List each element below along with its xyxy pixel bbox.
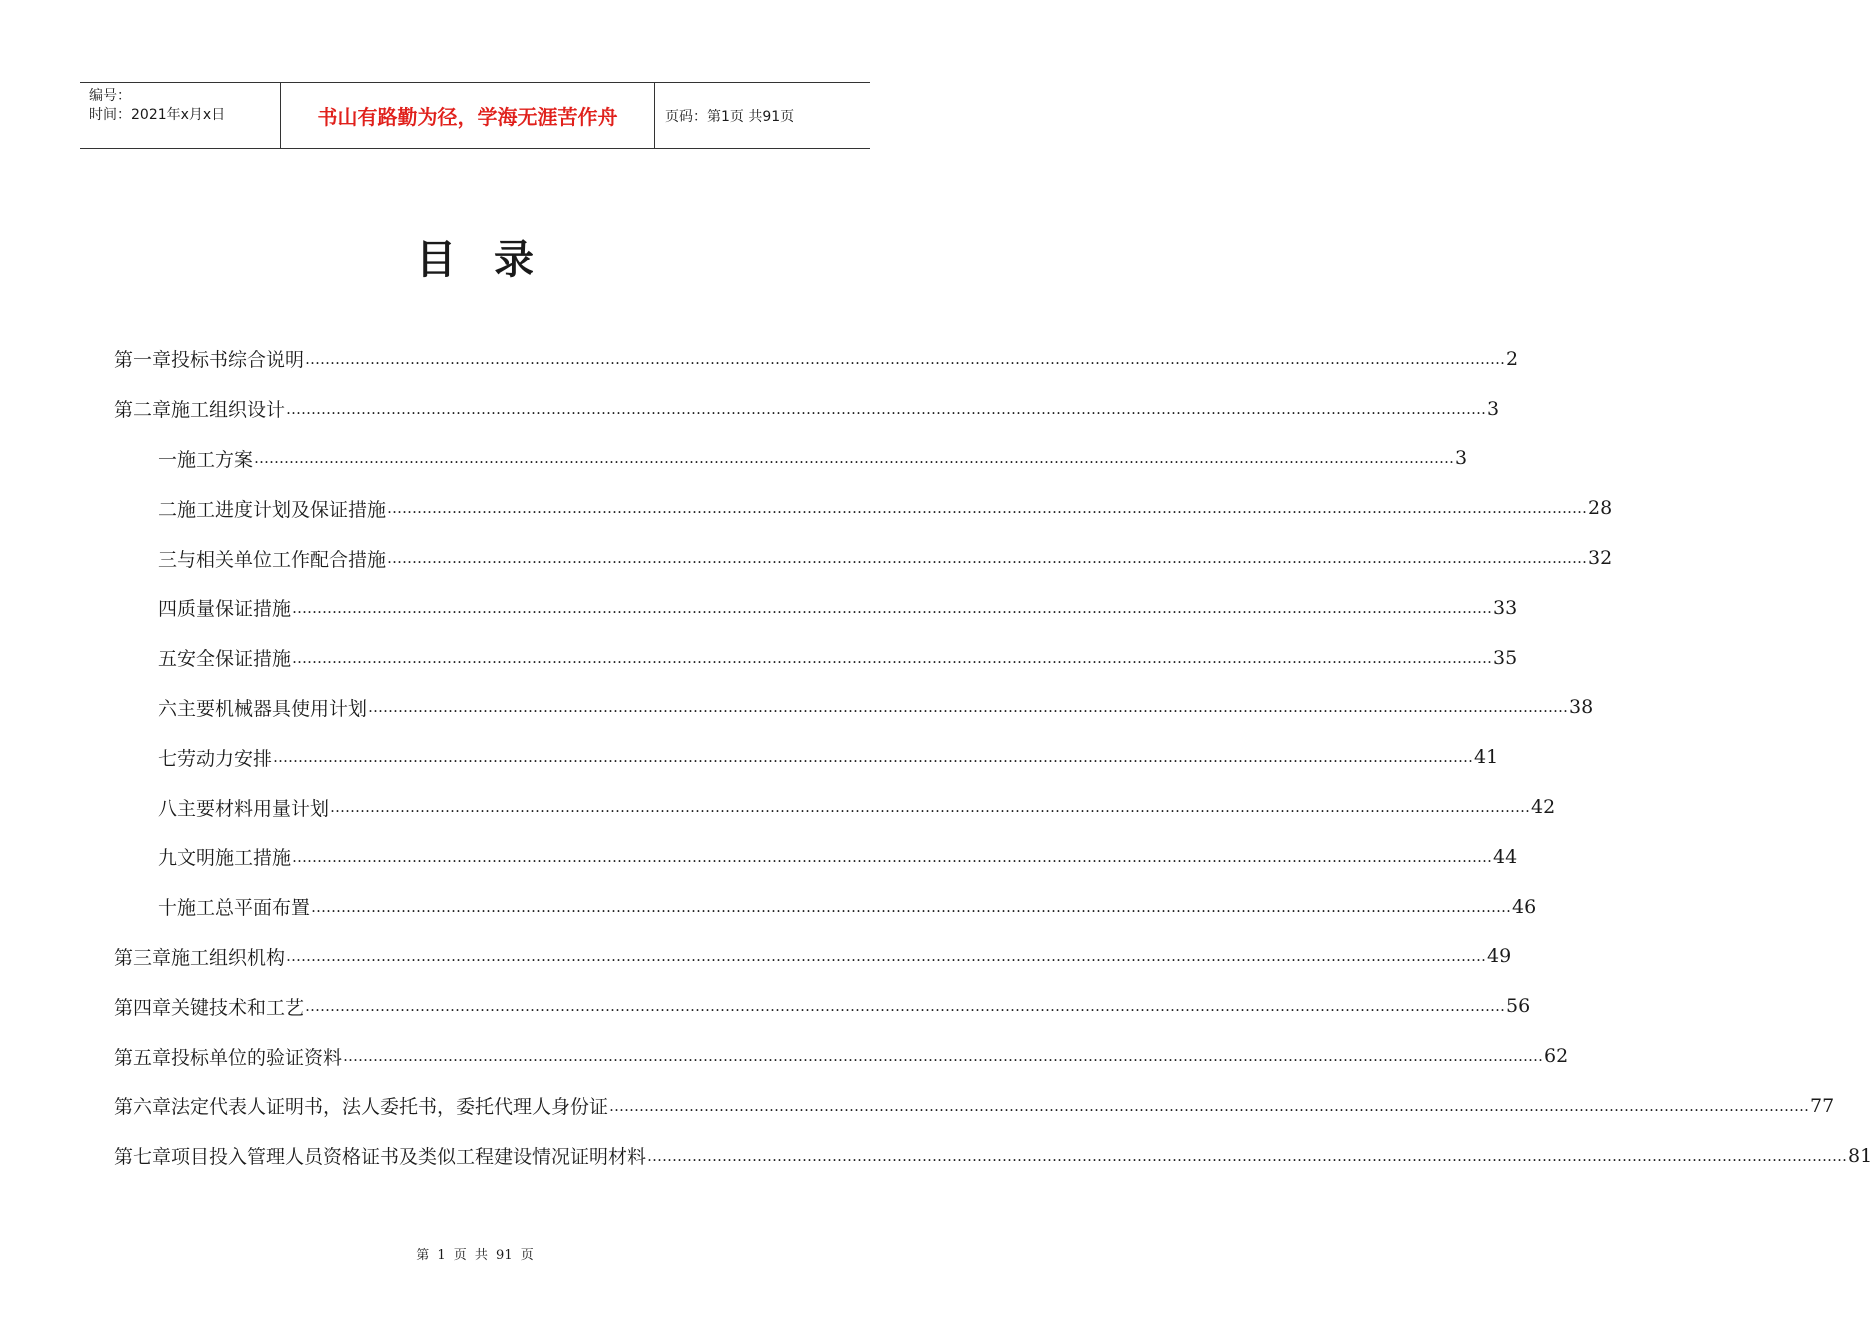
toc-entry[interactable] bbox=[114, 981, 1531, 1031]
toc-section-number: 三 bbox=[158, 548, 178, 571]
header-page-info: 页码：第1页 共91页 bbox=[665, 108, 795, 125]
toc-page-number: 33 bbox=[1493, 596, 1518, 619]
toc-entry-title: 劳动力安排 bbox=[177, 747, 273, 770]
toc-dot-leader: …………………………………………………………………………………………………………………………………………………………………………………………………………………… bbox=[254, 449, 1455, 468]
toc-page-number: 28 bbox=[1588, 497, 1613, 520]
header-motto: 书山有路勤为径，学海无涯苦作舟 bbox=[281, 83, 655, 148]
toc-page-number: 56 bbox=[1506, 995, 1531, 1018]
toc-entry[interactable] bbox=[114, 732, 1499, 782]
toc-entry-title: 主要机械器具使用计划 bbox=[177, 697, 368, 720]
toc-chapter-number: 第二章 bbox=[114, 399, 172, 422]
toc-chapter-number: 第七章 bbox=[114, 1146, 172, 1169]
toc-entry[interactable] bbox=[114, 1131, 1872, 1181]
toc-dot-leader: …………………………………………………………………………………………………………………………………………………………………………………………………………………… bbox=[311, 897, 1512, 916]
page-footer: 第 1 页 共 91 页 bbox=[416, 1248, 534, 1263]
toc-dot-leader: …………………………………………………………………………………………………………………………………………………………………………………………………………………… bbox=[305, 997, 1506, 1016]
toc-entry[interactable] bbox=[114, 1031, 1569, 1081]
toc-dot-leader: …………………………………………………………………………………………………………………………………………………………………………………………………………………… bbox=[305, 349, 1506, 368]
toc-section-number: 二 bbox=[158, 498, 178, 521]
toc-entry[interactable] bbox=[114, 384, 1500, 434]
toc-entry[interactable] bbox=[114, 334, 1519, 384]
toc-section-number: 一 bbox=[158, 448, 178, 471]
toc-entry-title: 主要材料用量计划 bbox=[177, 797, 330, 820]
toc-page-number: 35 bbox=[1493, 646, 1518, 669]
toc-entry-title: 施工进度计划及保证措施 bbox=[177, 498, 387, 521]
toc-entry[interactable] bbox=[114, 533, 1613, 583]
toc-entry[interactable] bbox=[114, 434, 1468, 484]
toc-chapter-number: 第三章 bbox=[114, 946, 172, 969]
toc-entry[interactable] bbox=[114, 683, 1594, 733]
toc-page-number: 41 bbox=[1474, 746, 1499, 769]
toc-page-number: 49 bbox=[1487, 945, 1512, 968]
toc-page-number: 42 bbox=[1531, 796, 1556, 819]
toc-chapter-number: 第五章 bbox=[114, 1046, 172, 1069]
toc-entry-title: 文明施工措施 bbox=[177, 847, 292, 870]
toc-page-number: 3 bbox=[1455, 447, 1468, 470]
toc-dot-leader: …………………………………………………………………………………………………………………………………………………………………………………………………………………… bbox=[330, 798, 1531, 817]
page-title: 目录 bbox=[416, 237, 572, 283]
toc-entry-title: 关键技术和工艺 bbox=[171, 996, 305, 1019]
toc-dot-leader: …………………………………………………………………………………………………………………………………………………………………………………………………………………… bbox=[292, 847, 1493, 866]
toc-dot-leader: …………………………………………………………………………………………………………………………………………………………………………………………………………………… bbox=[368, 698, 1569, 717]
toc-page-number: 32 bbox=[1588, 547, 1613, 570]
table-of-contents bbox=[114, 334, 1872, 1181]
document-number-label: 编号： bbox=[89, 88, 131, 104]
toc-entry[interactable] bbox=[114, 583, 1518, 633]
toc-entry-title: 投标单位的验证资料 bbox=[171, 1046, 343, 1069]
toc-entry[interactable] bbox=[114, 483, 1613, 533]
document-time-label: 时间：2021年x月x日 bbox=[89, 107, 226, 123]
toc-dot-leader: …………………………………………………………………………………………………………………………………………………………………………………………………………………… bbox=[647, 1146, 1848, 1165]
toc-chapter-number: 第一章 bbox=[114, 349, 172, 372]
toc-entry[interactable] bbox=[114, 782, 1556, 832]
toc-section-number: 九 bbox=[158, 847, 178, 870]
toc-dot-leader: …………………………………………………………………………………………………………………………………………………………………………………………………………………… bbox=[292, 648, 1493, 667]
toc-page-number: 3 bbox=[1487, 397, 1500, 420]
toc-entry-title: 法定代表人证明书，法人委托书，委托代理人身份证 bbox=[171, 1096, 609, 1119]
toc-entry-title: 施工组织设计 bbox=[171, 399, 286, 422]
toc-section-number: 五 bbox=[158, 648, 178, 671]
toc-page-number: 77 bbox=[1810, 1094, 1835, 1117]
toc-chapter-number: 第六章 bbox=[114, 1096, 172, 1119]
toc-section-number: 四 bbox=[158, 598, 178, 621]
toc-entry-title: 质量保证措施 bbox=[177, 598, 292, 621]
toc-page-number: 44 bbox=[1493, 845, 1518, 868]
toc-dot-leader: …………………………………………………………………………………………………………………………………………………………………………………………………………………… bbox=[286, 399, 1487, 418]
toc-page-number: 38 bbox=[1569, 696, 1594, 719]
toc-chapter-number: 第四章 bbox=[114, 996, 172, 1019]
toc-page-number: 81 bbox=[1848, 1144, 1872, 1167]
toc-entry-title: 投标书综合说明 bbox=[171, 349, 305, 372]
toc-page-number: 2 bbox=[1506, 347, 1519, 370]
toc-dot-leader: …………………………………………………………………………………………………………………………………………………………………………………………………………………… bbox=[273, 748, 1474, 767]
toc-entry-title: 与相关单位工作配合措施 bbox=[177, 548, 387, 571]
toc-page-number: 62 bbox=[1544, 1045, 1569, 1068]
toc-page-number: 46 bbox=[1512, 895, 1537, 918]
toc-dot-leader: …………………………………………………………………………………………………………………………………………………………………………………………………………………… bbox=[609, 1096, 1810, 1115]
toc-dot-leader: …………………………………………………………………………………………………………………………………………………………………………………………………………………… bbox=[387, 549, 1588, 568]
toc-section-number: 七 bbox=[158, 747, 178, 770]
header-meta bbox=[80, 83, 281, 148]
toc-section-number: 八 bbox=[158, 797, 178, 820]
toc-entry-title: 施工组织机构 bbox=[171, 946, 286, 969]
toc-entry-title: 项目投入管理人员资格证书及类似工程建设情况证明材料 bbox=[171, 1146, 647, 1169]
toc-entry[interactable] bbox=[114, 832, 1518, 882]
toc-entry[interactable] bbox=[114, 882, 1537, 932]
toc-section-number: 六 bbox=[158, 697, 178, 720]
toc-entry-title: 施工总平面布置 bbox=[177, 897, 311, 920]
toc-entry-title: 安全保证措施 bbox=[177, 648, 292, 671]
toc-dot-leader: …………………………………………………………………………………………………………………………………………………………………………………………………………………… bbox=[387, 499, 1588, 518]
page-header bbox=[80, 82, 870, 149]
toc-entry-title: 施工方案 bbox=[177, 448, 254, 471]
toc-entry[interactable] bbox=[114, 633, 1518, 683]
toc-dot-leader: …………………………………………………………………………………………………………………………………………………………………………………………………………………… bbox=[343, 1047, 1544, 1066]
toc-dot-leader: …………………………………………………………………………………………………………………………………………………………………………………………………………………… bbox=[292, 598, 1493, 617]
toc-section-number: 十 bbox=[158, 897, 178, 920]
toc-entry[interactable] bbox=[114, 1081, 1835, 1131]
toc-dot-leader: …………………………………………………………………………………………………………………………………………………………………………………………………………………… bbox=[286, 947, 1487, 966]
toc-entry[interactable] bbox=[114, 932, 1512, 982]
